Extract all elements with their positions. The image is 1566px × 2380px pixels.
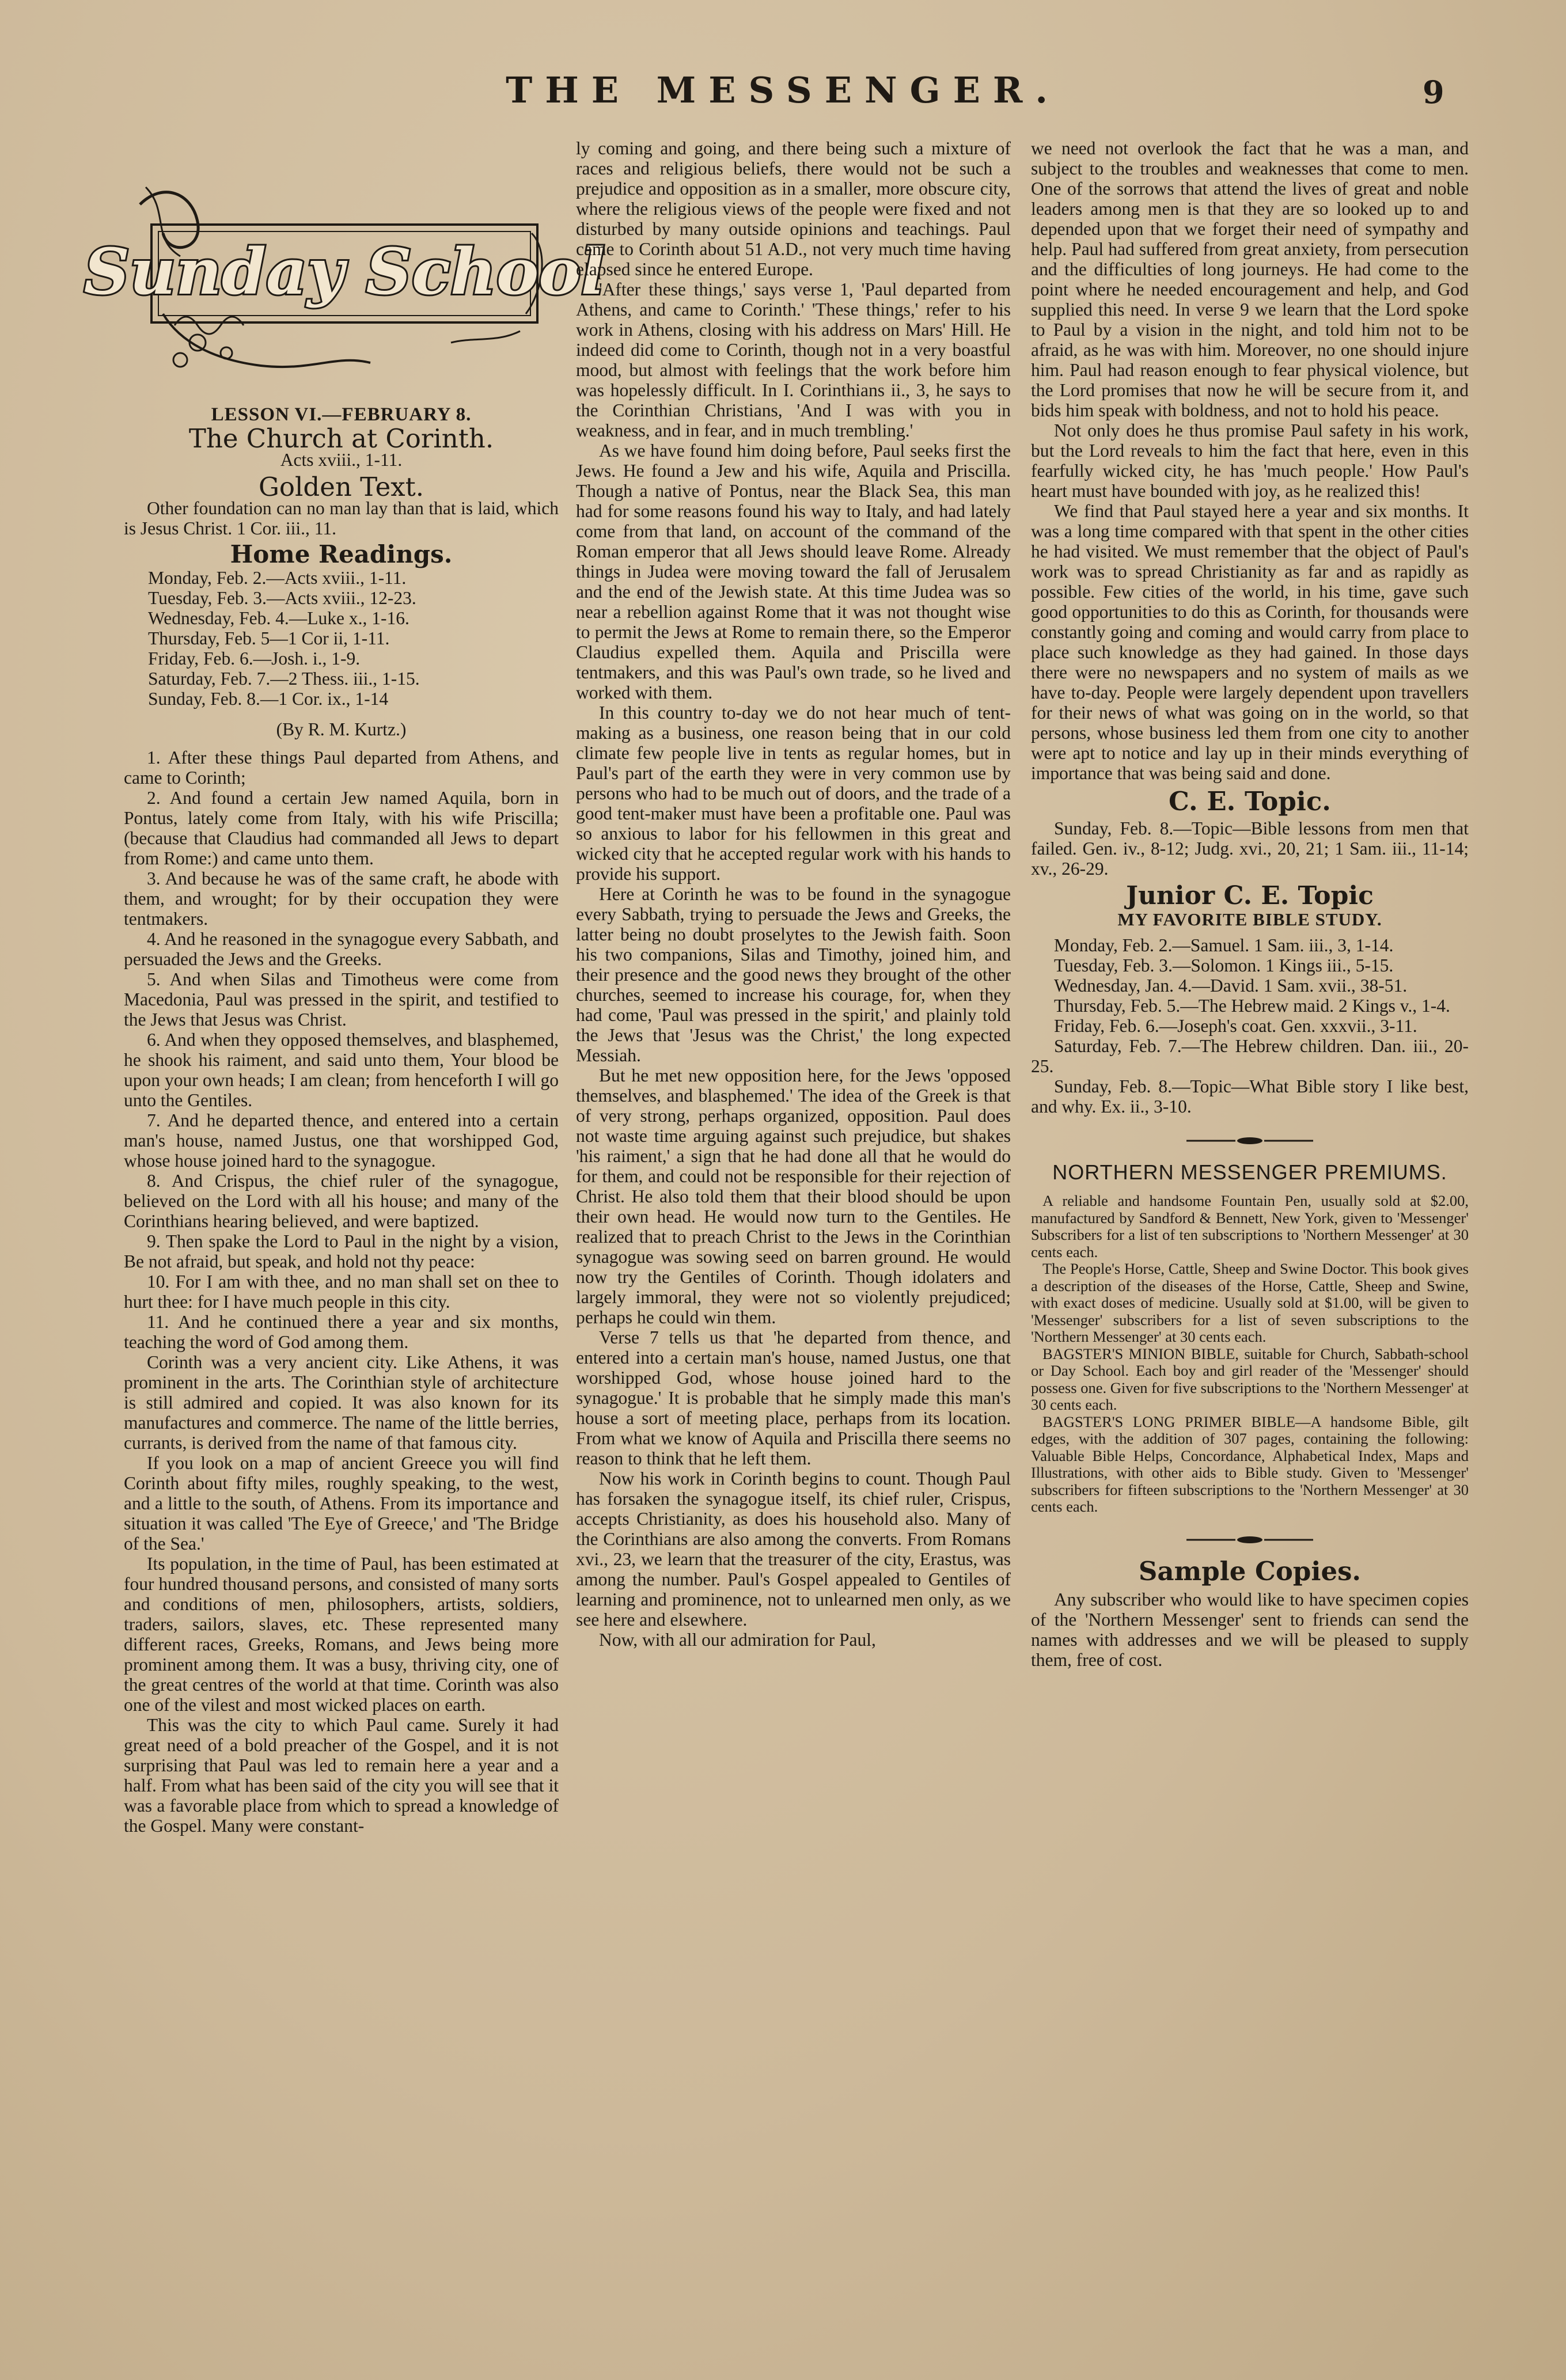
sample-copies-heading: Sample Copies.	[1138, 1555, 1362, 1586]
scripture-verse: 10. For I am with thee, and no man shall set on thee to hurt thee: for I have much people in this city.	[124, 1271, 559, 1312]
commentary-paragraph: This was the city to which Paul came. Surely it had great need of a bold preacher of the Gospel, and it is not surprising that Paul was led to remain here a year and a half. From what has been said of the city you will see that it was a favorable place from which to spread a knowledge of the Gospel. Many were constant-	[124, 1715, 559, 1836]
column-1	[84, 138, 605, 2361]
lesson-title: The Church at Corinth.	[188, 423, 494, 454]
premium-item: BAGSTER'S MINION BIBLE, suitable for Church, Sabbath-school or Day School. Each boy and girl reader of the 'Messenger' should possess one. Given for five subscriptions to the 'Northern Messenger' at 30 cents each.	[1031, 1345, 1469, 1413]
scripture-verse: 7. And he departed thence, and entered into a certain man's house, named Justus, one that worshipped God, whose house joined hard to the synagogue.	[124, 1110, 559, 1171]
commentary-paragraph: We find that Paul stayed here a year and six months. It was a long time compared with that spent in the other cities he had visited. We must remember that the object of Paul's work was to spread Christianity as far and as rapidly as possible. Few cities of the world, in his time, gave such good opportunities to do this as Corinth, for thousands were constantly going and coming and would carry from place to place such knowledge as they had gained. In those days there were no newspapers and no system of mails as we have to-day. People were largely dependent upon travellers for their news of what was going on in the world, so that persons, whose business led them from one city to another were apt to notice and lay up in their minds everything of importance that was being said and done.	[1031, 501, 1469, 783]
junior-topic-item: Monday, Feb. 2.—Samuel. 1 Sam. iii., 3, 1-14.	[1054, 935, 1394, 955]
commentary-paragraph: Corinth was a very ancient city. Like Athens, it was prominent in the arts. The Corinthian style of architecture is still admired and copied. It was also known for its manufactures and commerce. The name of the little berries, currants, is derived from the name of that famous city.	[124, 1352, 559, 1453]
home-reading-item: Monday, Feb. 2.—Acts xviii., 1-11.	[148, 568, 407, 588]
sample-copies-text: Any subscriber who would like to have specimen copies of the 'Northern Messenger' sent to friends can send the names with addresses and we will be pleased to supply them, free of cost.	[1031, 1589, 1469, 1670]
sunday-school-emblem-icon	[84, 170, 605, 389]
section-divider	[1031, 1129, 1469, 1149]
ce-topic-text: Sunday, Feb. 8.—Topic—Bible lessons from men that failed. Gen. iv., 8-12; Judg. xvi., 20, 21; 1 Sam. iii., 11-14; xv., 26-29.	[1031, 818, 1469, 879]
commentary-paragraph: we need not overlook the fact that he was a man, and subject to the troubles and weaknesses that come to men. One of the sorrows that attend the lives of great and noble leaders among men is that they are so looked up to and depended upon that we forget their need of sympathy and help. Paul had suffered from great anxiety, from persecution and the difficulties of long journeys. He had come to the point where he needed encouragement and help, and God supplied this need. In verse 9 we learn that the Lord spoke to Paul by a vision in the night, and told him not to be afraid, as he was with him. Moreover, no one should injure him. Paul had reason enough to fear physical violence, but the Lord promises that now he will be secure from it, and bids him speak with boldness, and not to hold his peace.	[1031, 138, 1469, 420]
masthead-title: THE MESSENGER.	[506, 69, 1060, 111]
sunday-school-logo	[84, 170, 605, 389]
junior-ce-topic-heading: Junior C. E. Topic	[1126, 881, 1374, 910]
scripture-verse: 2. And found a certain Jew named Aquila, born in Pontus, lately come from Italy, with his wife Priscilla; (because that Claudius had commanded all Jews to depart from Rome:) and came unto them.	[124, 788, 559, 868]
junior-ce-topic-subheading: MY FAVORITE BIBLE STUDY.	[1117, 909, 1382, 929]
page-number: 9	[1423, 74, 1444, 111]
premiums-list	[1031, 1193, 1469, 1516]
column-2	[576, 138, 1011, 2361]
home-reading-item: Tuesday, Feb. 3.—Acts xviii., 12-23.	[148, 588, 416, 608]
golden-text-heading: Golden Text.	[258, 472, 424, 502]
lesson-heading: LESSON VI.—FEBRUARY 8.	[211, 404, 472, 425]
home-readings-list	[124, 568, 559, 709]
column-3	[1031, 138, 1469, 2361]
premium-item: BAGSTER'S LONG PRIMER BIBLE—A handsome Bible, gilt edges, with the addition of 307 pages, containing the following: Valuable Bible Helps, Concordance, Alphabetical Index, Maps and Illustrations, with other aids to Bible study. Given to 'Messenger' subscribers for fifteen subscriptions to the 'Northern Messenger' at 30 cents each.	[1031, 1413, 1469, 1515]
commentary-paragraph: In this country to-day we do not hear much of tent-making as a business, one reason being that in our cold climate few people live in tents as regular homes, but in Paul's part of the earth they were in very common use by persons who had to be much out of doors, and the trade of a good tent-maker must have been a profitable one. Paul was so anxious to labor for his fellowmen in this great and wicked city that he accepted regular work with his hands to provide his support.	[576, 703, 1011, 884]
ornament-divider-icon	[1186, 1535, 1313, 1544]
home-reading-item: Friday, Feb. 6.—Josh. i., 1-9.	[148, 648, 361, 669]
scripture-verse: 5. And when Silas and Timotheus were come from Macedonia, Paul was pressed in the spirit, and testified to the Jews that Jesus was Christ.	[124, 969, 559, 1030]
junior-topic-item: Thursday, Feb. 5.—The Hebrew maid. 2 Kings v., 1-4.	[1054, 996, 1450, 1016]
commentary-paragraph: As we have found him doing before, Paul seeks first the Jews. He found a Jew and his wife, Aquila and Priscilla. Though a native of Pontus, near the Black Sea, this man had for some reasons found his way to Italy, and had lately come from that land, on account of the command of the Roman emperor that all Jews should leave Rome. Already things in Judea were moving toward the fall of Jerusalem and the end of the Jewish state. At this time Judea was so near a rebellion against Rome that it was not thought wise to permit the Jews at Rome to remain there, so the Emperor Claudius expelled them. Aquila and Priscilla were tentmakers, and this was Paul's own trade, so he lived and worked with them.	[576, 441, 1011, 703]
premium-item: A reliable and handsome Fountain Pen, usually sold at $2.00, manufactured by Sandford & Bennett, New York, given to 'Messenger' Subscribers for a list of ten subscriptions to 'Northern Messenger' at 30 cents each.	[1031, 1192, 1469, 1261]
commentary-paragraph: Verse 7 tells us that 'he departed from thence, and entered into a certain man's house, named Justus, one that worshipped God, whose house joined hard to the synagogue.' It is probable that he simply made this man's house a sort of meeting place, perhaps from its location. From what we know of Aquila and Priscilla there seems no reason to think that he left them.	[576, 1327, 1011, 1468]
junior-topic-item: Sunday, Feb. 8.—Topic—What Bible story I like best, and why. Ex. ii., 3-10.	[1031, 1076, 1469, 1117]
junior-topic-item: Saturday, Feb. 7.—The Hebrew children. Dan. iii., 20-25.	[1031, 1036, 1469, 1076]
scripture-verse: 11. And he continued there a year and six months, teaching the word of God among them.	[124, 1312, 559, 1352]
section-divider	[1031, 1528, 1469, 1548]
commentary-paragraph: ly coming and going, and there being such a mixture of races and religious beliefs, there would not be such a prejudice and opposition as in a smaller, more obscure city, where the religious views of the people were fixed and not disturbed by many outside opinions and teachings. Paul came to Corinth about 51 A.D., not very much time having elapsed since he entered Europe.	[576, 138, 1011, 279]
ornament-divider-icon	[1186, 1136, 1313, 1145]
commentary-paragraph: Now, with all our admiration for Paul,	[599, 1630, 876, 1650]
scripture-verse: 3. And because he was of the same craft, he abode with them, and wrought; for by their occupation they were tentmakers.	[124, 868, 559, 929]
premium-item: The People's Horse, Cattle, Sheep and Swine Doctor. This book gives a description of the diseases of the Horse, Cattle, Sheep and Swine, with exact doses of medicine. Usually sold at $1.00, will be given to 'Messenger' subscribers for a list of seven subscriptions to the 'Northern Messenger' at 30 cents each.	[1031, 1260, 1469, 1345]
lesson-reference: Acts xviii., 1-11.	[280, 450, 403, 470]
home-readings-heading: Home Readings.	[230, 540, 453, 568]
commentary-paragraph: Here at Corinth he was to be found in the synagogue every Sabbath, trying to persuade the Jews and Greeks, the latter being no doubt proselytes to the Jewish faith. Soon his two companions, Silas and Timothy, joined him, and their presence and the good news they brought of the other churches, seemed to increase his courage, for, when they had come, 'Paul was pressed in the spirit,' and plainly told the Jews that 'Jesus was the Christ,' the long expected Messiah.	[576, 884, 1011, 1065]
golden-text: Other foundation can no man lay than that is laid, which is Jesus Christ. 1 Cor. iii., 11.	[124, 498, 559, 538]
junior-topic-item: Wednesday, Jan. 4.—David. 1 Sam. xvii., 38-51.	[1054, 975, 1408, 996]
commentary-paragraph: But he met new opposition here, for the Jews 'opposed themselves, and blasphemed.' The idea of the Greek is that of very strong, perhaps organized, opposition. Paul does not waste time arguing against such prejudice, but shakes 'his raiment,' a sign that he had done all that he would do for them, and could not be responsible for their rejection of Christ. He also told them that their blood should be upon their own head. He would now turn to the Gentiles. He realized that to preach Christ to the Jews in the Corinthian synagogue was sowing seed on barren ground. He would now try the Gentiles of Corinth. Though idolaters and largely immoral, they were not so violently prejudiced; perhaps he could win them.	[576, 1065, 1011, 1327]
scripture-verse: 6. And when they opposed themselves, and blasphemed, he shook his raiment, and said unto them, Your blood be upon your own heads; I am clean; from henceforth I will go unto the Gentiles.	[124, 1030, 559, 1110]
home-reading-item: Wednesday, Feb. 4.—Luke x., 1-16.	[148, 608, 409, 628]
junior-topic-item: Friday, Feb. 6.—Joseph's coat. Gen. xxxvii., 3-11.	[1054, 1016, 1417, 1036]
scripture-verse: 4. And he reasoned in the synagogue every Sabbath, and persuaded the Jews and the Greeks.	[124, 929, 559, 969]
scripture-verse: 8. And Crispus, the chief ruler of the synagogue, believed on the Lord with all his house; and many of the Corinthians hearing believed, and were baptized.	[124, 1171, 559, 1231]
lesson-author: (By R. M. Kurtz.)	[276, 719, 407, 739]
junior-topic-item: Tuesday, Feb. 3.—Solomon. 1 Kings iii., 5-15.	[1054, 955, 1394, 975]
home-reading-item: Sunday, Feb. 8.—1 Cor. ix., 1-14	[148, 689, 389, 709]
commentary-paragraph: Now his work in Corinth begins to count. Though Paul has forsaken the synagogue itself, its chief ruler, Crispus, accepts Christianity, as does his household also. Many of the Corinthians are also among the converts. From Romans xvi., 23, we learn that the treasurer of the city, Erastus, was among the number. Paul's Gospel appealed to Gentiles of learning and prominence, not to unlearned men only, as we see here and elsewhere.	[576, 1468, 1011, 1630]
commentary-paragraph: Not only does he thus promise Paul safety in his work, but the Lord reveals to him the fact that here, even in this fearfully wicked city, he has 'much people.' How Paul's heart must have bounded with joy, as he realized this!	[1031, 420, 1469, 501]
home-reading-item: Thursday, Feb. 5—1 Cor ii, 1-11.	[148, 628, 390, 648]
commentary-paragraph: 'After these things,' says verse 1, 'Paul departed from Athens, and came to Corinth.' 'These things,' refer to his work in Athens, closing with his address on Mars' Hill. He indeed did come to Corinth, though not in a very boastful mood, but almost with feelings that the work before him was hopelessly difficult. In I. Corinthians ii., 3, he says to the Corinthian Christians, 'And I was with you in weakness, and in fear, and in much trembling.'	[576, 279, 1011, 441]
ce-topic-heading: C. E. Topic.	[1169, 786, 1331, 817]
scripture-verse: 1. After these things Paul departed from Athens, and came to Corinth;	[124, 747, 559, 788]
commentary-paragraph: If you look on a map of ancient Greece you will find Corinth about fifty miles, roughly speaking, to the west, and a little to the south, of Athens. From its importance and situation it was called 'The Eye of Greece,' and 'The Bridge of the Sea.'	[124, 1453, 559, 1554]
premiums-heading: NORTHERN MESSENGER PREMIUMS.	[1052, 1160, 1447, 1184]
scripture-verse: 9. Then spake the Lord to Paul in the night by a vision, Be not afraid, but speak, and hold not thy peace:	[124, 1231, 559, 1271]
logo-text: Sunday School	[84, 234, 605, 309]
commentary-paragraph: Its population, in the time of Paul, has been estimated at four hundred thousand persons, and consisted of many sorts and conditions of men, philosophers, artists, soldiers, traders, sailors, slaves, etc. These represented many different races, Greeks, Romans, and Jews being more prominent among them. It was a busy, thriving city, one of the great centres of the world at that time. Corinth was also one of the vilest and most wicked places on earth.	[124, 1554, 559, 1715]
home-reading-item: Saturday, Feb. 7.—2 Thess. iii., 1-15.	[148, 669, 420, 689]
